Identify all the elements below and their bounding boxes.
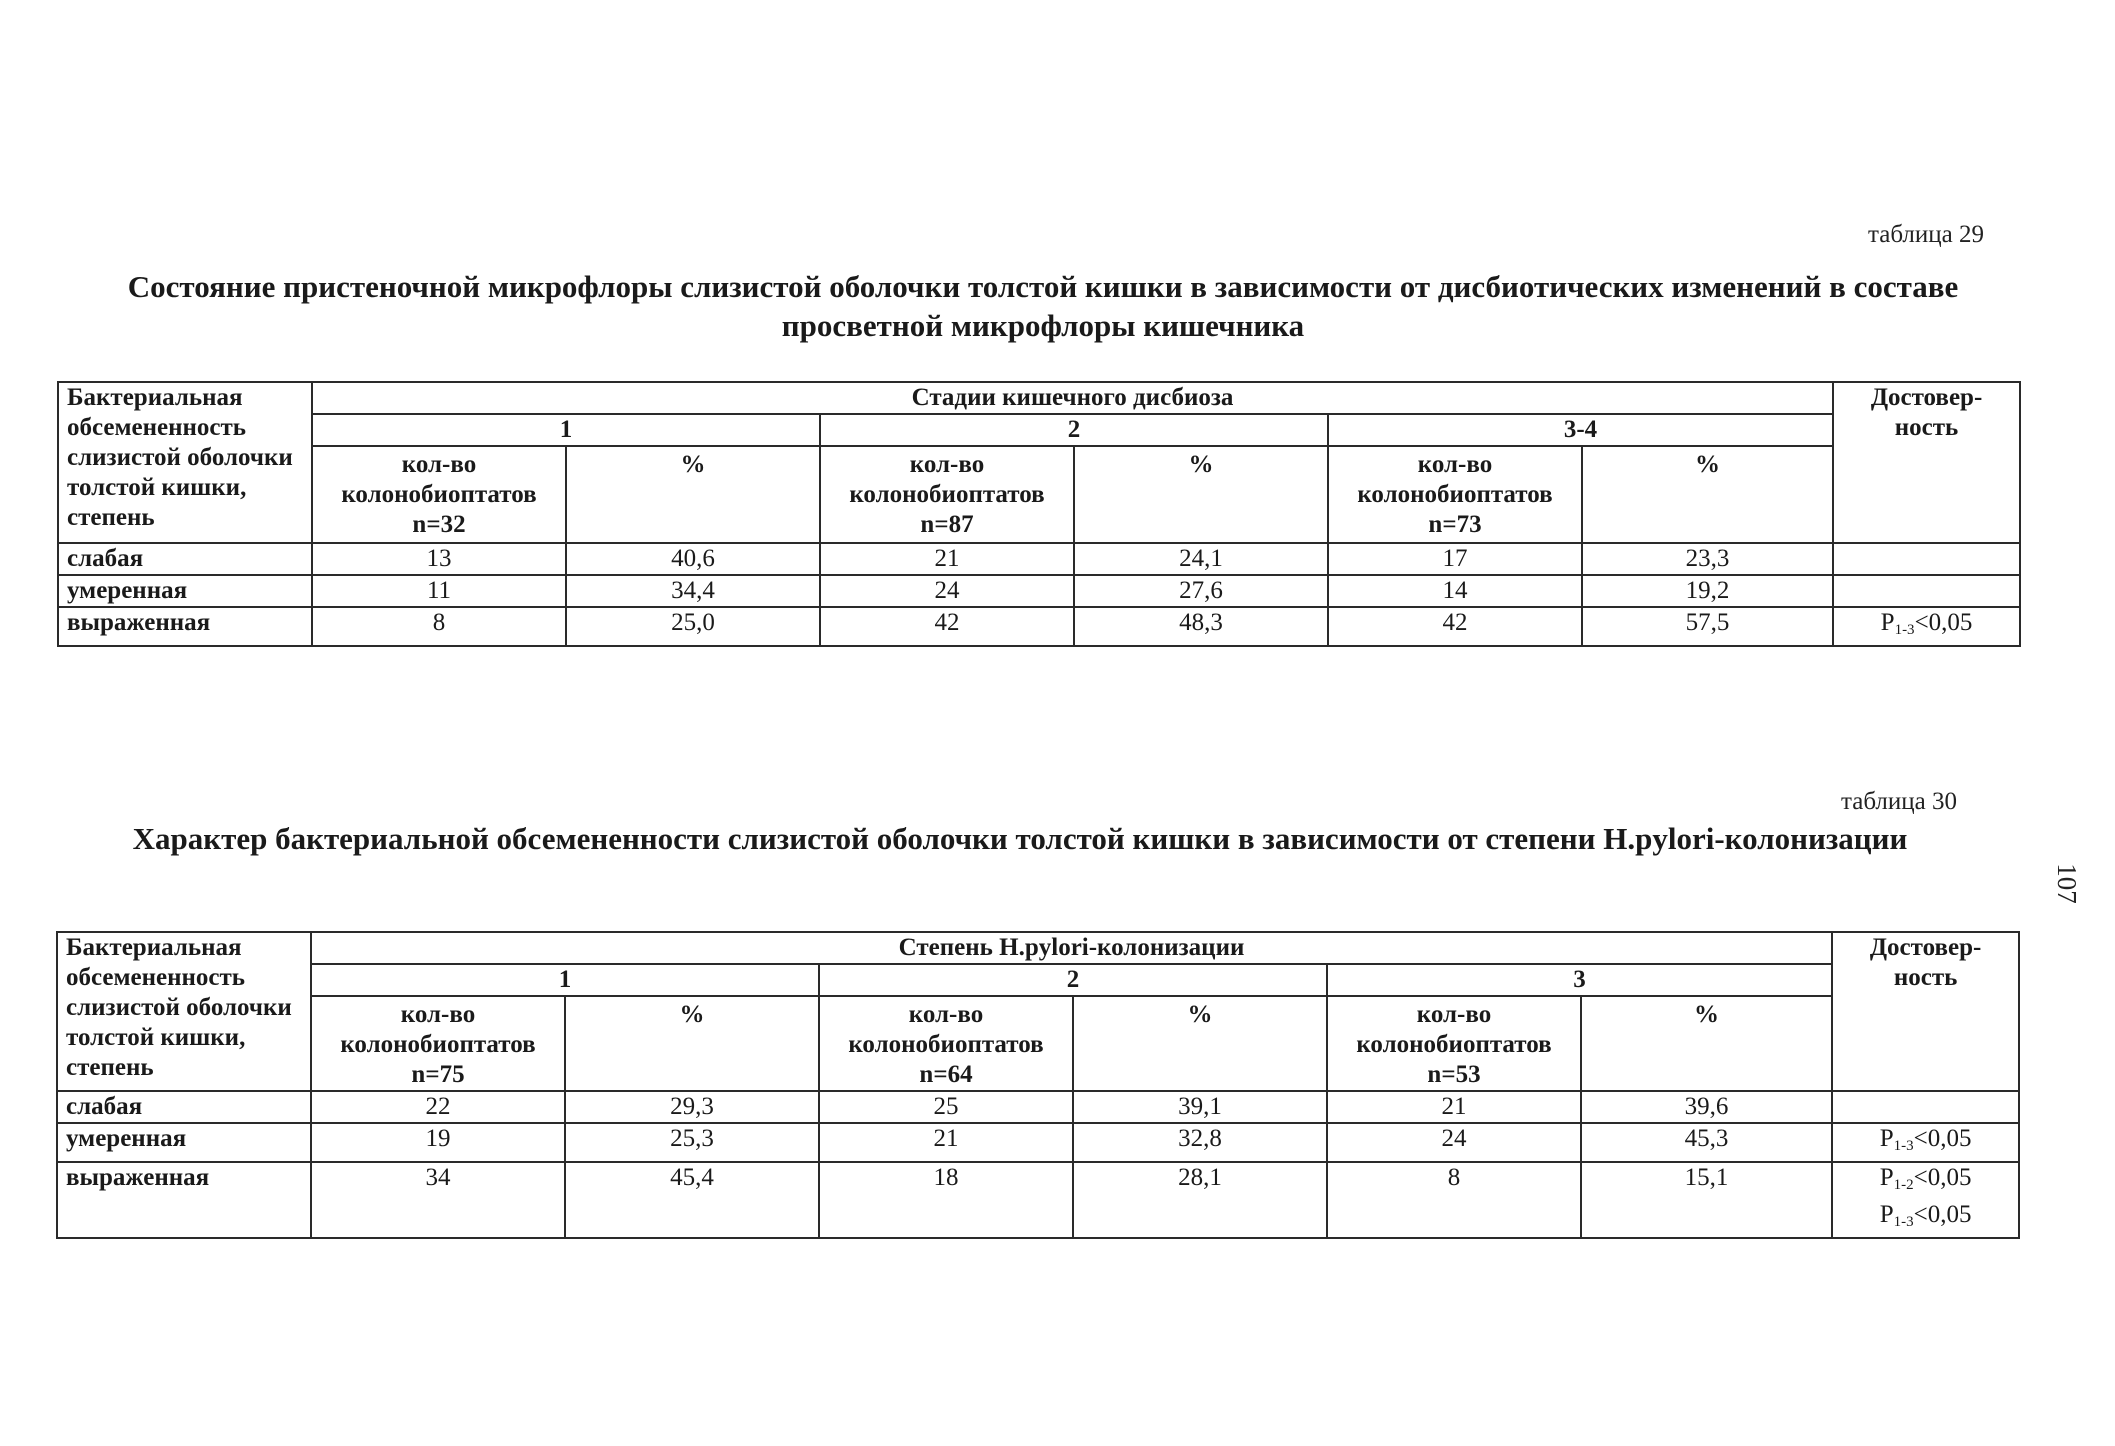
significance-header: Достовер-ность	[1833, 382, 2020, 543]
percent-cell: 19,2	[1582, 575, 1833, 607]
row-label: выраженная	[58, 607, 312, 646]
significance-cell	[1833, 543, 2020, 575]
significance-cell	[1832, 1091, 2019, 1123]
group-2-header: 2	[820, 414, 1328, 446]
row-header-cell: Бактериальная обсемененность слизистой оболочки толстой кишки, степень	[57, 932, 311, 1091]
percent-header: %	[565, 996, 819, 1091]
count-cell: 18	[819, 1162, 1073, 1238]
percent-cell: 48,3	[1074, 607, 1328, 646]
count-cell: 14	[1328, 575, 1582, 607]
count-cell: 42	[1328, 607, 1582, 646]
percent-cell: 45,3	[1581, 1123, 1832, 1162]
count-cell: 17	[1328, 543, 1582, 575]
count-cell: 21	[819, 1123, 1073, 1162]
count-header: кол-во колонобиоптатов n=64	[819, 996, 1073, 1091]
table-30-title: Характер бактериальной обсемененности слизистой оболочки толстой кишки в зависимости от степени H.pylori-колонизации	[132, 821, 1908, 856]
table-29	[57, 381, 2021, 647]
count-header: кол-во колонобиоптатов n=73	[1328, 446, 1582, 543]
significance-header: Достовер-ность	[1832, 932, 2019, 1091]
percent-cell: 15,1	[1581, 1162, 1832, 1238]
percent-cell: 45,4	[565, 1162, 819, 1238]
percent-cell: 28,1	[1073, 1162, 1327, 1238]
group-2-header: 2	[819, 964, 1327, 996]
row-label: слабая	[57, 1091, 311, 1123]
percent-cell: 34,4	[566, 575, 820, 607]
percent-cell: 39,1	[1073, 1091, 1327, 1123]
count-header: кол-во колонобиоптатов n=32	[312, 446, 566, 543]
count-header: кол-во колонобиоптатов n=75	[311, 996, 565, 1091]
significance-cell	[1833, 575, 2020, 607]
percent-cell: 29,3	[565, 1091, 819, 1123]
table-row	[57, 1123, 2019, 1162]
percent-cell: 40,6	[566, 543, 820, 575]
group-3-header: 3	[1327, 964, 1832, 996]
table-row	[57, 1091, 2019, 1123]
count-cell: 19	[311, 1123, 565, 1162]
percent-cell: 25,0	[566, 607, 820, 646]
count-cell: 21	[1327, 1091, 1581, 1123]
percent-header: %	[1073, 996, 1327, 1091]
row-label: слабая	[58, 543, 312, 575]
group-1-header: 1	[312, 414, 820, 446]
page-number: 107	[2051, 863, 2082, 904]
p-value: $P_{1-3}<0,05$	[1879, 1125, 1972, 1154]
significance-cell	[1832, 1123, 2019, 1162]
count-cell: 8	[1327, 1162, 1581, 1238]
count-cell: 34	[311, 1162, 565, 1238]
count-cell: 25	[819, 1091, 1073, 1123]
table-row	[57, 1162, 2019, 1238]
percent-header: %	[1581, 996, 1832, 1091]
table-30-label: таблица 30	[1841, 788, 1958, 815]
p-value: $P_{1-3}<0,05$	[1880, 609, 1973, 638]
p-value: $P_{1-3}<0,05$	[1879, 1201, 1972, 1230]
count-cell: 42	[820, 607, 1074, 646]
row-label: умеренная	[57, 1123, 311, 1162]
percent-header: %	[566, 446, 820, 543]
table-29-label: таблица 29	[1868, 221, 1985, 248]
group-header: Стадии кишечного дисбиоза	[312, 382, 1833, 414]
percent-cell: 23,3	[1582, 543, 1833, 575]
significance-cell	[1833, 607, 2020, 646]
count-header: кол-во колонобиоптатов n=87	[820, 446, 1074, 543]
row-label: выраженная	[57, 1162, 311, 1238]
count-cell: 21	[820, 543, 1074, 575]
count-header: кол-во колонобиоптатов n=53	[1327, 996, 1581, 1091]
percent-cell: 24,1	[1074, 543, 1328, 575]
p-value: $P_{1-2}<0,05$	[1879, 1164, 1972, 1193]
group-1-header: 1	[311, 964, 819, 996]
group-header: Степень H.pylori-колонизации	[311, 932, 1832, 964]
table-row	[58, 607, 2020, 646]
table-30	[56, 931, 2020, 1239]
count-cell: 13	[312, 543, 566, 575]
row-header-cell: Бактериальная обсемененность слизистой оболочки толстой кишки, степень	[58, 382, 312, 543]
percent-cell: 25,3	[565, 1123, 819, 1162]
row-label: умеренная	[58, 575, 312, 607]
percent-header: %	[1074, 446, 1328, 543]
count-cell: 24	[1327, 1123, 1581, 1162]
table-row	[58, 543, 2020, 575]
percent-cell: 27,6	[1074, 575, 1328, 607]
percent-cell: 57,5	[1582, 607, 1833, 646]
count-cell: 11	[312, 575, 566, 607]
count-cell: 8	[312, 607, 566, 646]
percent-cell: 39,6	[1581, 1091, 1832, 1123]
group-3-header: 3-4	[1328, 414, 1833, 446]
significance-cell	[1832, 1162, 2019, 1238]
percent-header: %	[1582, 446, 1833, 543]
count-cell: 24	[820, 575, 1074, 607]
count-cell: 22	[311, 1091, 565, 1123]
table-29-title: Состояние пристеночной микрофлоры слизистой оболочки толстой кишки в зависимости от дисбиотических изменений в составе просветной микрофлоры кишечника	[127, 269, 1959, 343]
table-row	[58, 575, 2020, 607]
percent-cell: 32,8	[1073, 1123, 1327, 1162]
